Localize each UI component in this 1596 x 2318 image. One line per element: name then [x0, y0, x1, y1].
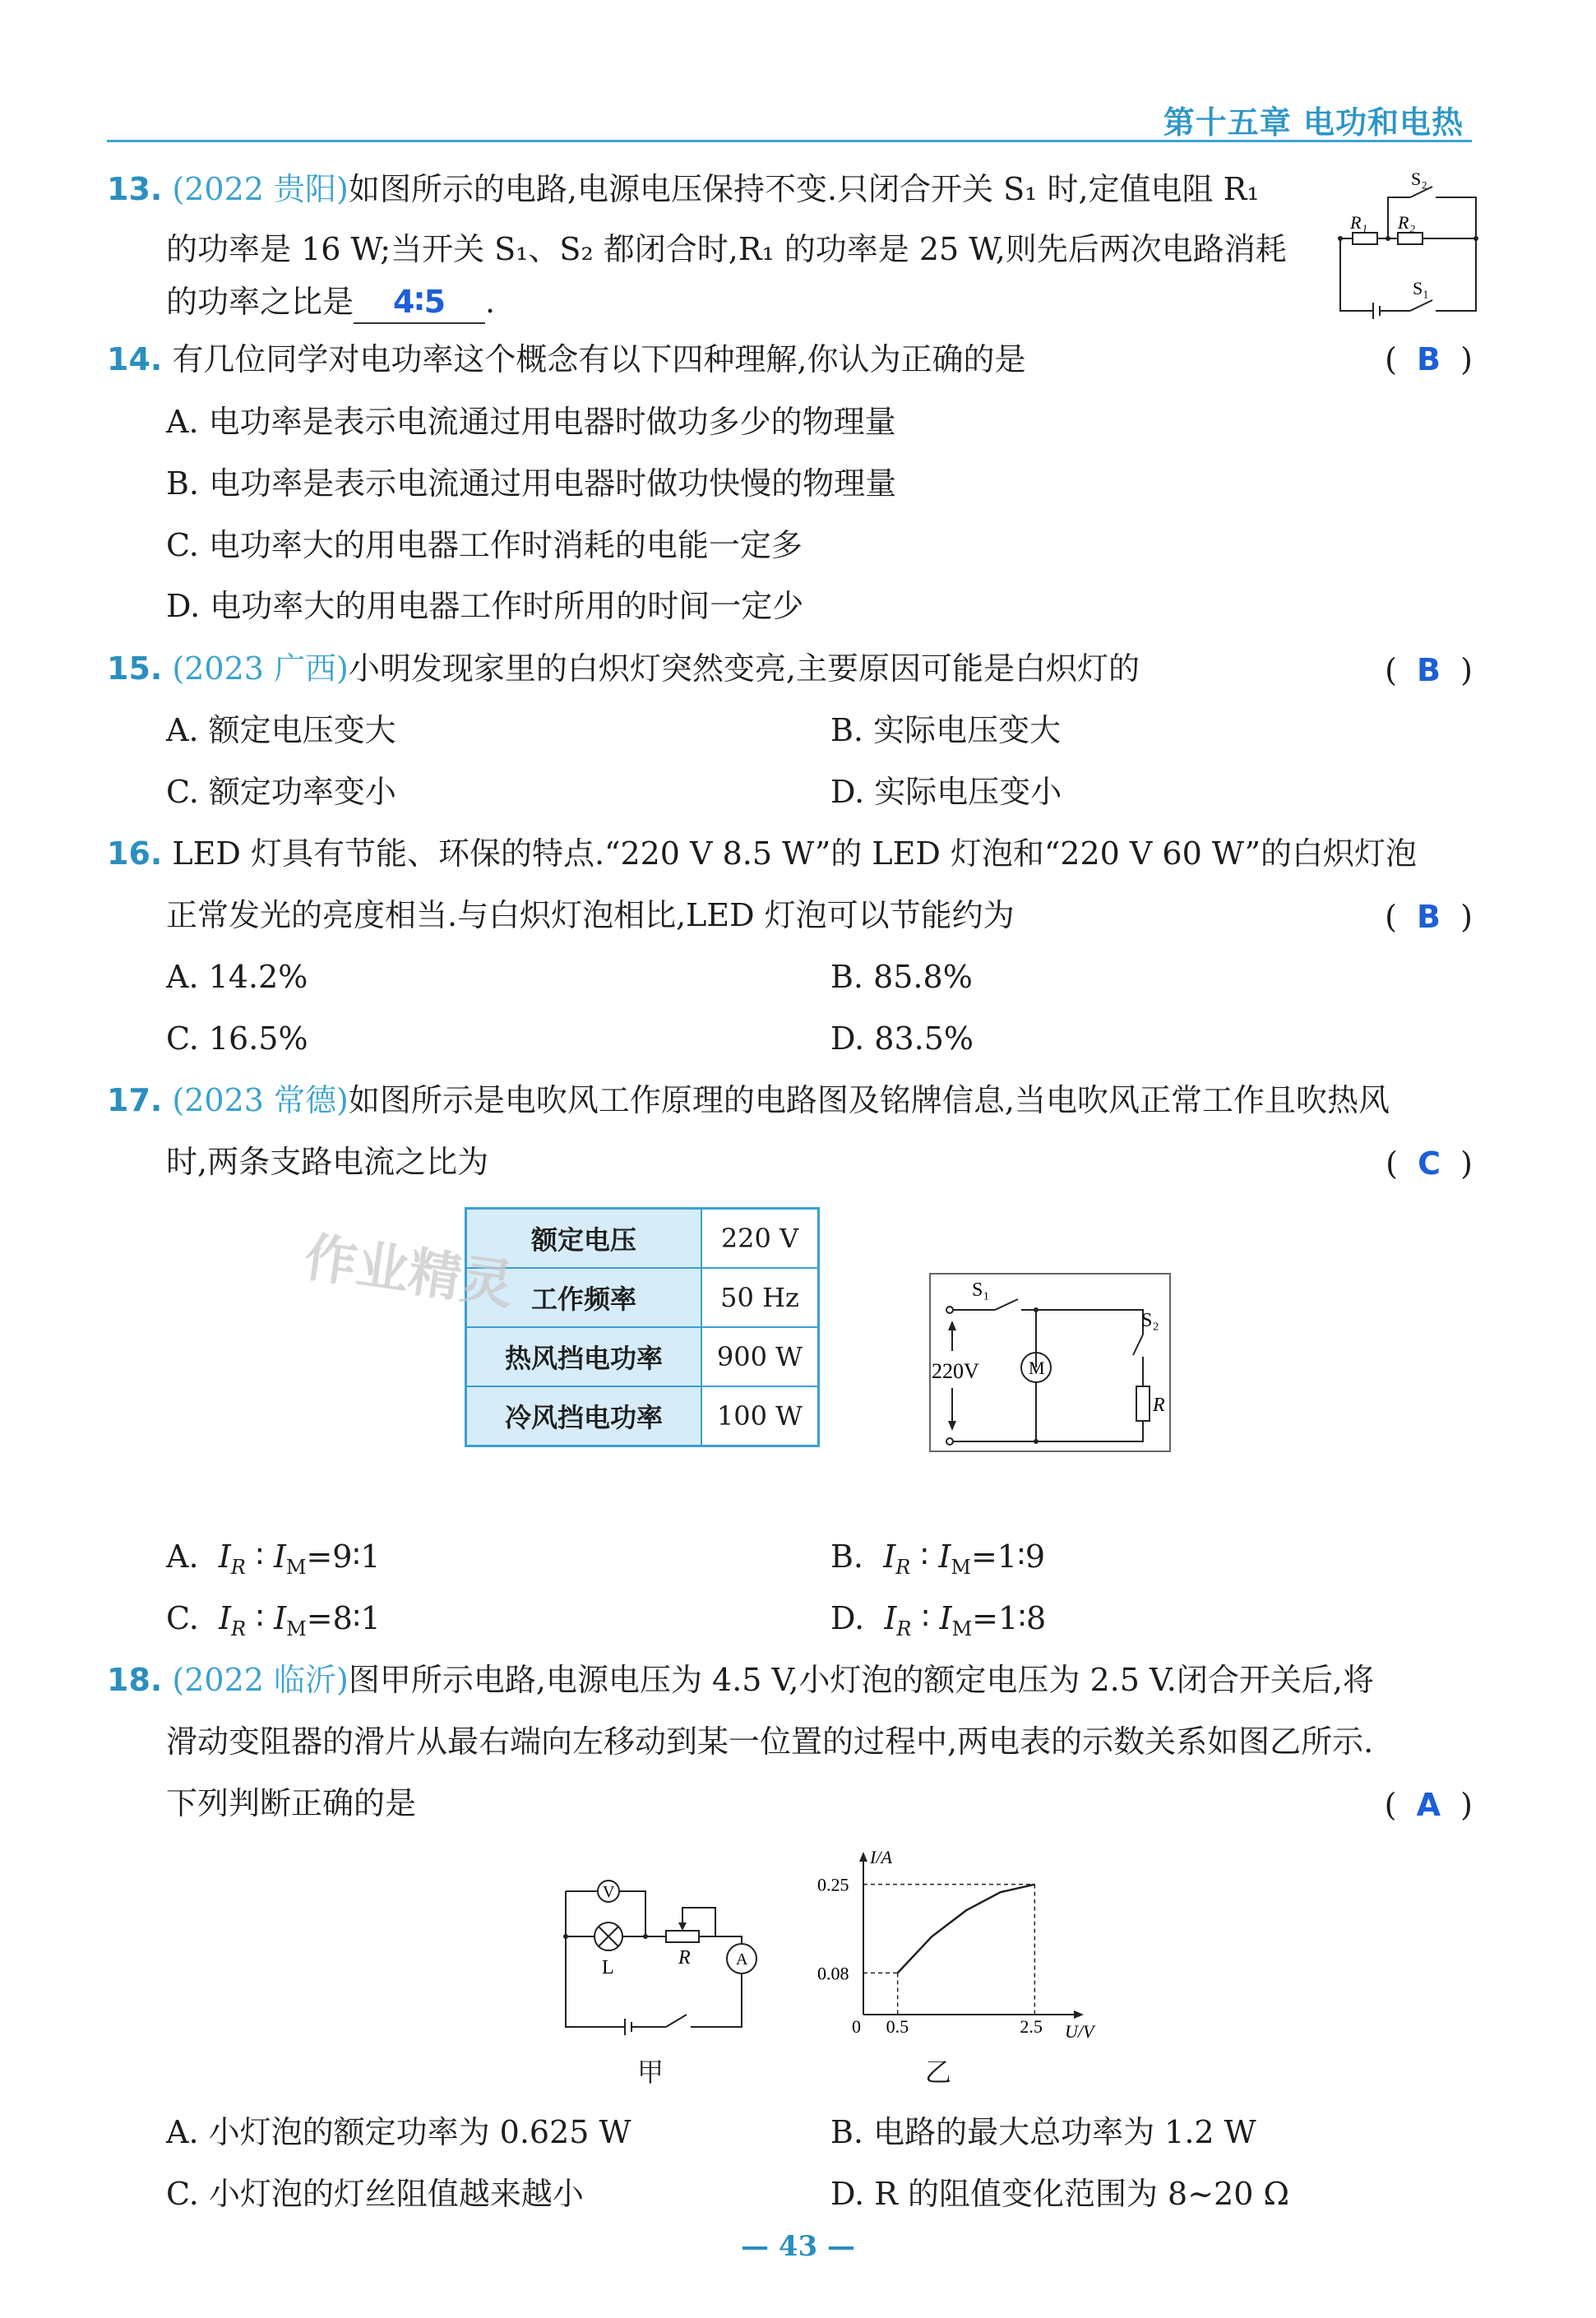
- q17-option-c: [166, 1598, 381, 1649]
- q16-option-a: A. 14.2%: [166, 959, 308, 995]
- ratio-colon: ∶: [920, 1538, 929, 1575]
- q17-line2: 时,两条支路电流之比为: [166, 1144, 489, 1180]
- q14-option-c: C. 电功率大的用电器工作时消耗的电能一定多: [166, 527, 803, 563]
- q17-label-voltage: 220V: [932, 1359, 979, 1383]
- q17-label-s1: S₁: [972, 1279, 990, 1301]
- q18-caption-jia: 甲: [637, 2057, 664, 2088]
- q18-ammeter-label: A: [736, 1950, 748, 1969]
- x-tick-label: 0.5: [886, 2016, 909, 2037]
- option-letter: B.: [830, 1538, 864, 1575]
- q17-label-motor: M: [1029, 1358, 1045, 1378]
- q14-number: 14.: [107, 341, 163, 377]
- option-letter: A.: [166, 1538, 199, 1575]
- ratio-colon: ∶: [255, 1538, 264, 1575]
- q13-line2: 的功率是 16 W;当开关 S₁、S₂ 都闭合时,R₁ 的功率是 25 W,则先后两次电路消耗: [166, 231, 1287, 267]
- x-tick-label: 2.5: [1020, 2016, 1043, 2037]
- q13-line1: [107, 169, 1259, 210]
- q14-answer-paren: ( B ): [1385, 341, 1473, 377]
- subscript: R: [896, 1617, 912, 1640]
- q13-label-r1: R₁: [1350, 212, 1368, 233]
- ratio-value: =9∶1: [306, 1538, 381, 1575]
- q13-text3: 的功率之比是: [166, 284, 354, 320]
- q16-answer-paren: ( B ): [1385, 899, 1473, 935]
- q16-option-d: D. 83.5%: [830, 1020, 974, 1057]
- subscript: M: [285, 1556, 307, 1579]
- q17-source: (2023 常德): [172, 1082, 349, 1118]
- q14-option-a: A. 电功率是表示电流通过用电器时做功多少的物理量: [166, 404, 896, 440]
- nameplate-value: 50 Hz: [701, 1268, 819, 1327]
- q16-option-c: C. 16.5%: [166, 1020, 308, 1057]
- q17-nameplate-table: [465, 1207, 820, 1447]
- current-symbol: I: [938, 1538, 951, 1575]
- q18-option-b: B. 电路的最大总功率为 1.2 W: [830, 2114, 1256, 2150]
- subscript: R: [895, 1556, 911, 1579]
- q18-line2: 滑动变阻器的滑片从最右端向左移动到某一位置的过程中,两电表的示数关系如图乙所示.: [166, 1723, 1374, 1760]
- q13-line3: [166, 281, 495, 324]
- q18-circuit-jia: [551, 1867, 773, 2039]
- q15-option-c: C. 额定功率变小: [166, 774, 396, 810]
- q17-circuit-diagram: [929, 1273, 1172, 1454]
- q13-period: .: [485, 284, 496, 320]
- q16-option-b: B. 85.8%: [830, 959, 973, 995]
- x-axis-label: U/V: [1065, 2021, 1094, 2042]
- q18-number: 18.: [107, 1662, 163, 1698]
- q15-stem: 小明发现家里的白炽灯突然变亮,主要原因可能是白炽灯的: [348, 650, 1140, 687]
- nameplate-row: [466, 1327, 819, 1386]
- q15-answer-paren: ( B ): [1385, 652, 1473, 688]
- q18-answer-paren: ( A ): [1384, 1787, 1473, 1823]
- current-symbol: I: [218, 1600, 231, 1636]
- q18-line1: [107, 1659, 1374, 1700]
- q13-label-s1: S₁: [1413, 278, 1429, 298]
- current-symbol: I: [218, 1538, 231, 1575]
- q15-option-b: B. 实际电压变大: [830, 712, 1062, 748]
- q18-text1: 图甲所示电路,电源电压为 4.5 V,小灯泡的额定电压为 2.5 V.闭合开关后,将: [348, 1662, 1374, 1698]
- q14-stem-line: [107, 339, 1026, 380]
- q17-number: 17.: [107, 1082, 163, 1118]
- q15-source: (2023 广西): [172, 650, 349, 687]
- q16-answer[interactable]: B: [1417, 899, 1441, 935]
- q18-iu-graph: [806, 1850, 1102, 2047]
- q17-answer[interactable]: C: [1418, 1145, 1441, 1182]
- q18-caption-yi: 乙: [925, 2057, 952, 2088]
- ratio-value: =8∶1: [306, 1600, 381, 1636]
- y-axis-label: I/A: [870, 1850, 892, 1867]
- nameplate-key: 热风挡电功率: [466, 1327, 702, 1386]
- q18-rheostat-label: R: [678, 1947, 691, 1969]
- x-axis-arrow: [1074, 2010, 1084, 2019]
- q17-line1: [107, 1080, 1390, 1121]
- q15-option-a: A. 额定电压变大: [166, 712, 396, 748]
- q18-voltmeter-label: V: [603, 1883, 615, 1901]
- page-number: — 43 —: [741, 2230, 855, 2263]
- q17-option-a: [166, 1536, 381, 1588]
- q15-stem-line: [107, 648, 1140, 689]
- q18-option-c: C. 小灯泡的灯丝阻值越来越小: [166, 2176, 584, 2212]
- q17-text1: 如图所示是电吹风工作原理的电路图及铭牌信息,当电吹风正常工作且吹热风: [348, 1082, 1390, 1118]
- subscript: M: [951, 1617, 973, 1640]
- q15-option-d: D. 实际电压变小: [830, 774, 1062, 810]
- nameplate-key: 工作频率: [466, 1268, 702, 1327]
- nameplate-value: 100 W: [701, 1386, 819, 1446]
- chapter-title: 第十五章 电功和电热: [1163, 104, 1464, 141]
- ratio-value: =1∶8: [972, 1600, 1047, 1636]
- option-letter: C.: [166, 1600, 199, 1636]
- q13-circuit-diagram: [1332, 164, 1480, 321]
- q18-option-d: D. R 的阻值变化范围为 8~20 Ω: [830, 2176, 1289, 2212]
- chapter-header: [107, 90, 1472, 142]
- subscript: R: [230, 1556, 246, 1579]
- current-symbol: I: [273, 1538, 286, 1575]
- nameplate-key: 冷风挡电功率: [466, 1386, 702, 1446]
- x-tick-label: 0: [852, 2016, 861, 2037]
- ratio-colon: ∶: [921, 1600, 930, 1636]
- q13-label-s2: S₂: [1411, 169, 1427, 189]
- nameplate-value: 220 V: [701, 1209, 819, 1269]
- nameplate-row: [466, 1209, 819, 1269]
- ratio-colon: ∶: [256, 1600, 265, 1636]
- q14-stem: 有几位同学对电功率这个概念有以下四种理解,你认为正确的是: [172, 341, 1026, 377]
- y-axis-arrow: [859, 1852, 867, 1862]
- y-tick-label: 0.08: [817, 1963, 849, 1984]
- q16-line2: 正常发光的亮度相当.与白炽灯泡相比,LED 灯泡可以节能约为: [166, 897, 1015, 933]
- subscript: M: [951, 1556, 971, 1579]
- q15-answer[interactable]: B: [1417, 652, 1441, 688]
- q13-answer-blank[interactable]: 4∶5: [354, 281, 485, 324]
- q17-option-d: [830, 1598, 1046, 1649]
- q16-line1: [107, 833, 1417, 874]
- series-line-i-u: [898, 1885, 1035, 1973]
- subscript: M: [286, 1617, 307, 1640]
- nameplate-row: [466, 1386, 819, 1446]
- y-tick-label: 0.25: [817, 1874, 849, 1895]
- ratio-value: =1∶9: [970, 1538, 1046, 1575]
- q18-lamp-label: L: [602, 1957, 614, 1978]
- nameplate-value: 900 W: [701, 1327, 819, 1386]
- watermark-stamp: 作业精灵: [300, 1227, 518, 1317]
- q17-answer-paren: ( C ): [1386, 1145, 1473, 1182]
- q17-option-b: [830, 1536, 1045, 1588]
- q14-option-b: B. 电功率是表示电流通过用电器时做功快慢的物理量: [166, 465, 897, 502]
- nameplate-row: [466, 1268, 819, 1327]
- q16-number: 16.: [107, 835, 163, 872]
- q13-source: (2022 贵阳): [172, 171, 349, 207]
- q17-label-s2: S₂: [1141, 1310, 1159, 1331]
- q13-number: 13.: [107, 171, 163, 207]
- q16-text1: LED 灯具有节能、环保的特点.“220 V 8.5 W”的 LED 灯泡和“220 V 60 W”的白炽灯泡: [172, 835, 1418, 872]
- option-letter: D.: [830, 1600, 865, 1636]
- q14-option-d: D. 电功率大的用电器工作时所用的时间一定少: [166, 588, 804, 624]
- q13-text1: 如图所示的电路,电源电压保持不变.只闭合开关 S₁ 时,定值电阻 R₁: [348, 171, 1260, 207]
- current-symbol: I: [939, 1600, 952, 1636]
- q17-label-resistor: R: [1153, 1395, 1165, 1416]
- current-symbol: I: [274, 1600, 287, 1636]
- q14-answer[interactable]: B: [1417, 341, 1441, 377]
- q18-option-a: A. 小灯泡的额定功率为 0.625 W: [166, 2114, 631, 2150]
- current-symbol: I: [884, 1600, 897, 1636]
- nameplate-key: 额定电压: [466, 1209, 702, 1269]
- current-symbol: I: [883, 1538, 896, 1575]
- q18-line3: 下列判断正确的是: [166, 1785, 417, 1821]
- q18-source: (2022 临沂): [172, 1662, 349, 1698]
- q18-answer[interactable]: A: [1416, 1787, 1441, 1823]
- q13-label-r2: R₂: [1398, 212, 1416, 233]
- subscript: R: [231, 1617, 247, 1640]
- q15-number: 15.: [107, 650, 163, 687]
